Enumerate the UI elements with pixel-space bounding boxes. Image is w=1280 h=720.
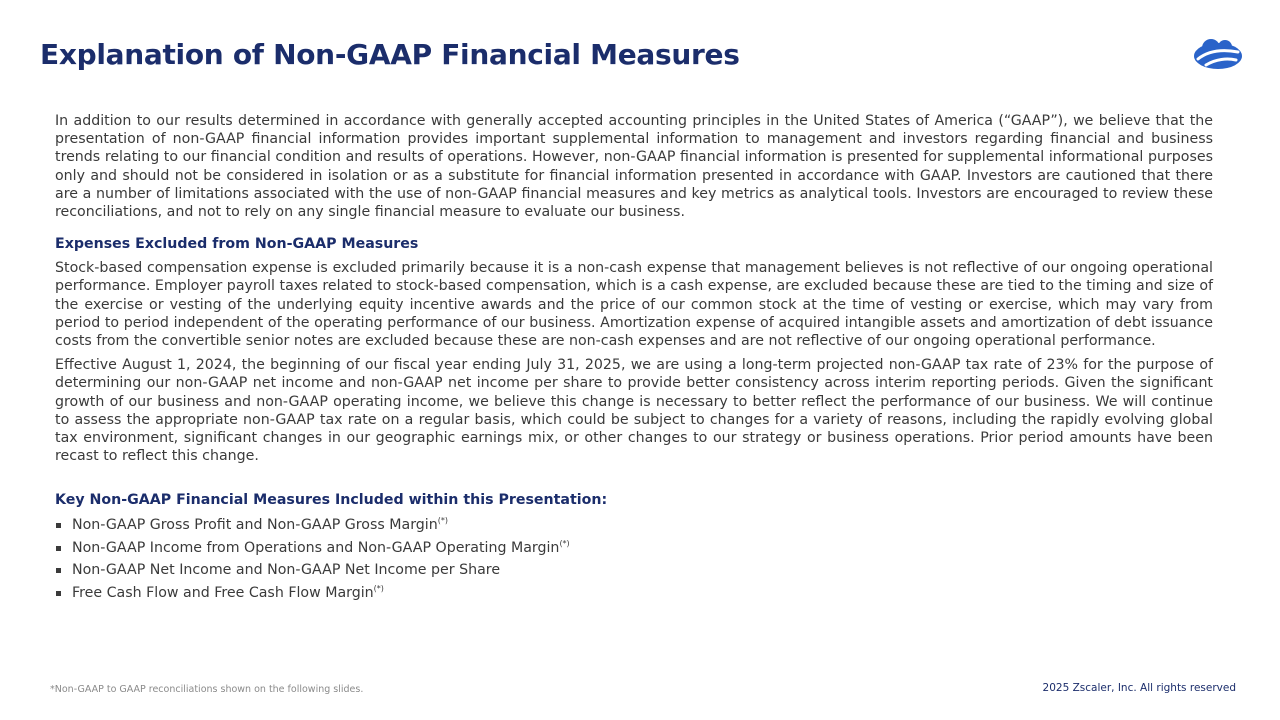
key-measures-list — [55, 514, 1213, 604]
footnote-marker: (*) — [559, 538, 570, 548]
tax-rate-paragraph: Effective August 1, 2024, the beginning of our fiscal year ending July 31, 2025, we are using a long-term projected non-GAAP tax rate of 23% for the purpose of determining our non-GAAP net income and non-GAAP net income per share to provide better consistency across interim reporting periods. Given the significant growth of our business and non-GAAP operating income, we believe this change is necessary to better reflect the performance of our business. We will continue to assess the appropriate non-GAAP tax rate on a regular basis, which could be subject to changes for a variety of reasons, including the rapidly evolving global tax environment, significant changes in our geographic earnings mix, or other changes to our strategy or business operations. Prior period amounts have been recast to reflect this change. — [55, 357, 1213, 465]
measure-label: Non-GAAP Net Income and Non-GAAP Net Income per Share — [72, 562, 501, 579]
slide-title: Explanation of Non-GAAP Financial Measures — [40, 38, 740, 71]
key-measures-heading: Key Non-GAAP Financial Measures Included within this Presentation: — [55, 492, 608, 509]
footnote-marker: (*) — [373, 583, 384, 593]
bullet-square-icon — [56, 523, 61, 528]
list-item — [55, 582, 1213, 605]
copyright-notice: 2025 Zscaler, Inc. All rights reserved — [1042, 682, 1236, 694]
measure-label: Free Cash Flow and Free Cash Flow Margin — [72, 584, 374, 601]
expenses-excluded-heading: Expenses Excluded from Non-GAAP Measures — [55, 236, 419, 253]
bullet-square-icon — [56, 568, 61, 573]
footnote-marker: (*) — [437, 516, 448, 526]
bullet-square-icon — [56, 546, 61, 551]
list-item — [55, 514, 1213, 537]
measure-label: Non-GAAP Income from Operations and Non-GAAP Operating Margin — [72, 539, 560, 556]
list-item — [55, 537, 1213, 560]
reconciliation-footnote: *Non-GAAP to GAAP reconciliations shown on the following slides. — [50, 684, 364, 695]
slide-body — [55, 112, 1213, 604]
list-item — [55, 559, 1213, 582]
zscaler-cloud-logo-icon — [1192, 38, 1244, 72]
stock-comp-paragraph: Stock-based compensation expense is excluded primarily because it is a non-cash expense that management believes is not reflective of our ongoing operational performance. Employer payroll taxes related to stock-based compensation, which is a cash expense, are excluded because these are tied to the timing and size of the exercise or vesting of the underlying equity incentive awards and the price of our common stock at the time of vesting or exercise, which may vary from period to period independent of the operating performance of our business. Amortization expense of acquired intangible assets and amortization of debt issuance costs from the convertible senior notes are excluded because these are non-cash expenses and are not reflective of our ongoing operational performance. — [55, 260, 1213, 350]
bullet-square-icon — [56, 591, 61, 596]
intro-paragraph: In addition to our results determined in accordance with generally accepted accounting principles in the United States of America (“GAAP”), we believe that the presentation of non-GAAP financial information provides important supplemental information to management and investors regarding financial and business trends relating to our financial condition and results of operations. However, non-GAAP financial information is presented for supplemental informational purposes only and should not be considered in isolation or as a substitute for financial information presented in accordance with GAAP. Investors are cautioned that there are a number of limitations associated with the use of non-GAAP financial measures and key metrics as analytical tools. Investors are encouraged to review these reconciliations, and not to rely on any single financial measure to evaluate our business. — [55, 113, 1213, 221]
measure-label: Non-GAAP Gross Profit and Non-GAAP Gross Margin — [72, 517, 438, 534]
